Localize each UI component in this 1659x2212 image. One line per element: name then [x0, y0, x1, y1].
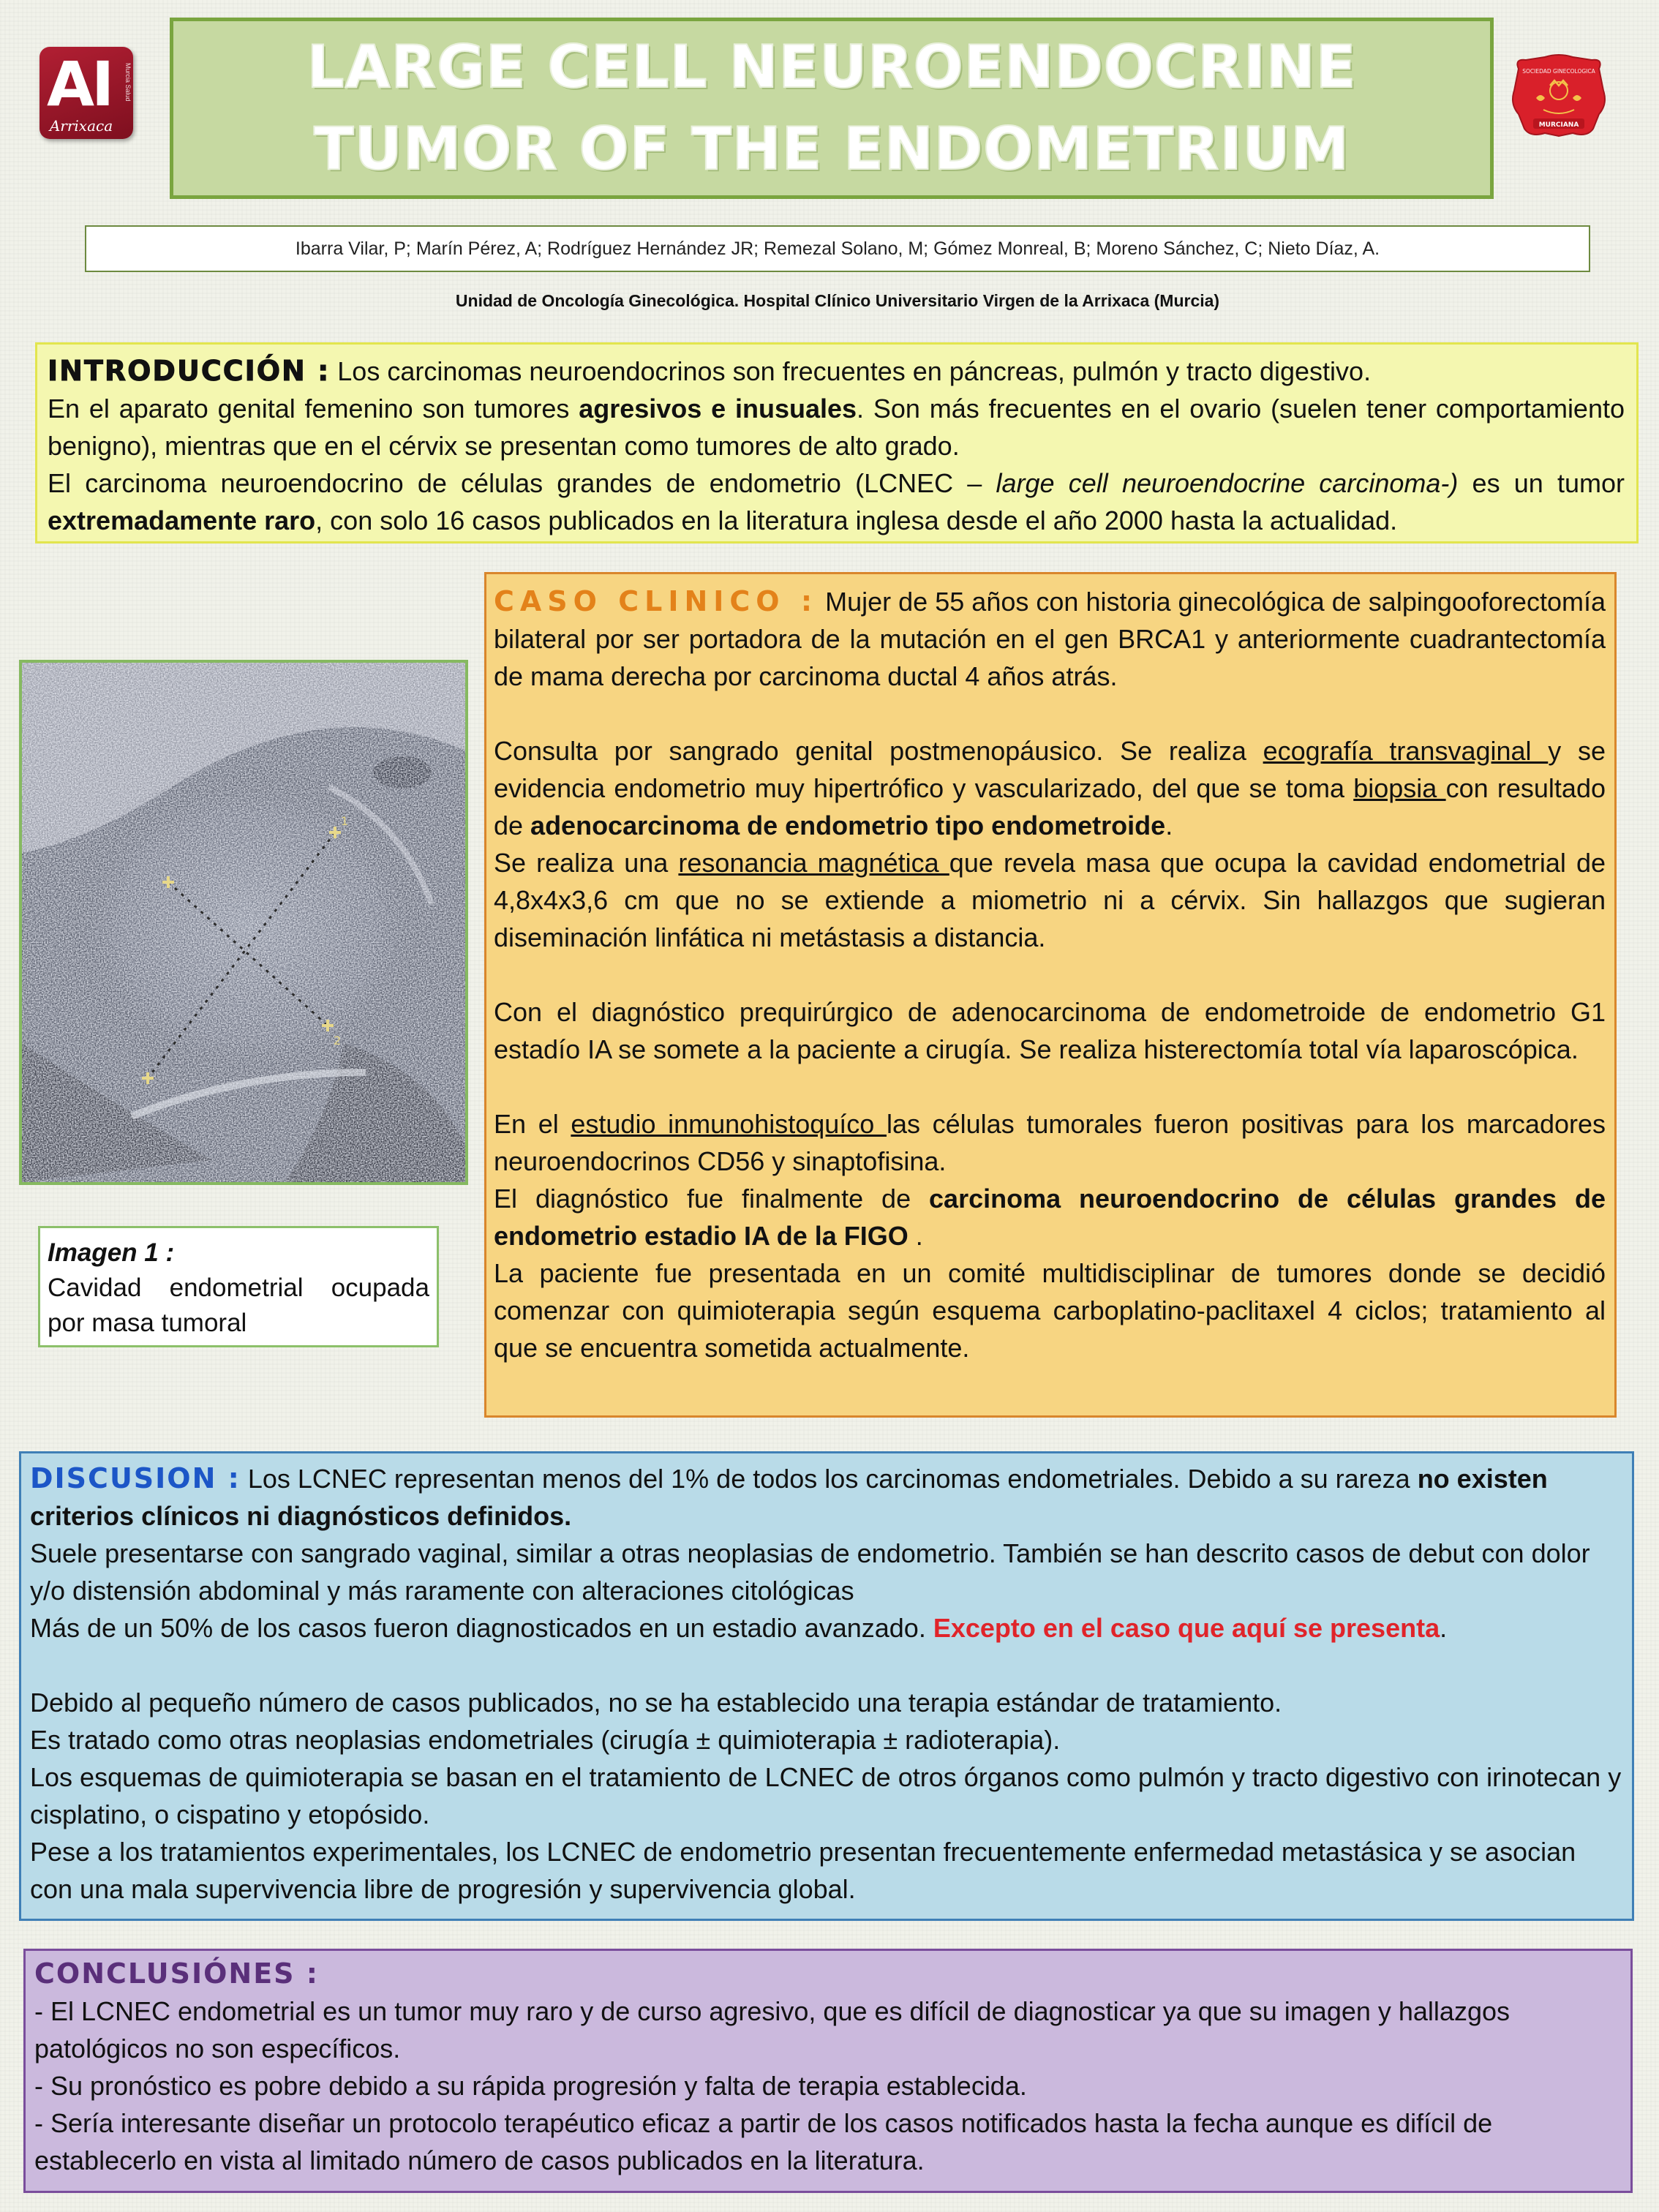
affiliation-text: Unidad de Oncología Ginecológica. Hospital Clínico Universitario Virgen de la Arrixaca (Murcia) [455, 291, 1220, 310]
caso-text-2c: y se evidencia endometrio muy hipertrófico y vascularizado, del que se toma [494, 736, 1606, 803]
disc-para-4: Debido al pequeño número de casos publicados, no se ha establecido una terapia estándar de tratamiento. [30, 1688, 1282, 1718]
caso-underline-biopsia: biopsia [1353, 773, 1446, 803]
disc-text-3a: Más de un 50% de los casos fueron diagnosticados en un estadio avanzado. [30, 1613, 933, 1643]
caso-para-5 [494, 1105, 1606, 1180]
caso-para-6 [494, 1180, 1606, 1254]
ultrasound-image [19, 660, 468, 1185]
intro-text-3c: es un tumor [1458, 468, 1625, 498]
disc-para-7: Pese a los tratamientos experimentales, los LCNEC de endometrio presentan frecuentemente enfermedad metastásica y se asocian con una mala supervivencia libre de progresión y supervivencia global. [30, 1837, 1576, 1904]
caliper-label-2: 2 [334, 1034, 342, 1047]
conc-item-3: - Sería interesante diseñar un protocolo terapéutico eficaz a partir de los casos notificados hasta la fecha aunque es difícil de establecerlo en vista al limitado número de casos publicados en la literatura. [34, 2108, 1493, 2175]
caso-bold-diagnostico: carcinoma neuroendocrino de células grandes de endometrio estadio IA de la FIGO [494, 1184, 1606, 1251]
disc-para-2: Suele presentarse con sangrado vaginal, similar a otras neoplasias de endometrio. También se han descrito casos de debut con dolor y/o distensión abdominal y más raramente con alteraciones citológicas [30, 1538, 1590, 1606]
logo-ai-text: AI [47, 48, 112, 120]
logo-side-text: Murcia Salud [124, 63, 132, 102]
intro-heading: INTRODUCCIÓN : [48, 355, 331, 387]
conc-item-1: - El LCNEC endometrial es un tumor muy raro y de curso agresivo, que es difícil de diagnosticar ya que su imagen y hallazgos patológicos no son específicos. [34, 1996, 1510, 2064]
sociedad-ginecologica-logo [1508, 53, 1609, 139]
title-line-2: TUMOR OF THE ENDOMETRIUM [314, 115, 1350, 183]
arrixaca-logo [40, 47, 133, 139]
logo-arrixaca-text: Arrixaca [49, 117, 113, 135]
caption-title: Imagen 1 : [48, 1238, 175, 1267]
introduccion-section [35, 342, 1639, 543]
intro-text-3e: , con solo 16 casos publicados en la literatura inglesa desde el año 2000 hasta la actualidad. [315, 505, 1398, 535]
caso-text-3a: Se realiza una [494, 848, 679, 878]
caso-text-3c: que revela masa que ocupa la cavidad endometrial de 4,8x4x3,6 cm que no se extiende a miometrio ni a cérvix. Sin hallazgos que sugieran diseminación linfática ni metástasis a distancia. [494, 848, 1606, 952]
intro-line-3 [48, 464, 1625, 539]
intro-text-3a: El carcinoma neuroendocrino de células grandes de endometrio (LCNEC – [48, 468, 996, 498]
disc-bold-criterios: no existen criterios clínicos ni diagnósticos definidos. [30, 1464, 1548, 1531]
caso-text-1: Mujer de 55 años con historia ginecológica de salpingooforectomía bilateral por ser portadora de la mutación en el gen BRCA1 y anteriormente cuadrantectomía de mama derecha por carcinoma ductal 4 años atrás. [494, 587, 1606, 691]
caso-text-5c: las células tumorales fueron positivas para los marcadores neuroendocrinos CD56 y sinaptofisina. [494, 1109, 1606, 1176]
caliper-label-1: 1 [341, 814, 349, 828]
poster-title [307, 26, 1357, 190]
disc-para-6: Los esquemas de quimioterapia se basan en el tratamiento de LCNEC de otros órganos como pulmón y tracto digestivo con irinotecan y cisplatino, o cispatino y etopósido. [30, 1762, 1622, 1829]
disc-red-excepto: Excepto en el caso que aquí se presenta [933, 1613, 1440, 1643]
conc-item-2: - Su pronóstico es pobre debido a su rápida progresión y falta de terapia establecida. [34, 2071, 1027, 2101]
caso-underline-inmuno: estudio inmunohistoquíco [571, 1109, 887, 1139]
caso-para-4: Con el diagnóstico prequirúrgico de adenocarcinoma de endometroide de endometrio G1 estadío IA se somete a la paciente a cirugía. Se realiza histerectomía total vía laparoscópica. [494, 997, 1606, 1064]
disc-para-3 [30, 1609, 1623, 1647]
intro-italic-lcnec: large cell neuroendocrine carcinoma-) [996, 468, 1459, 498]
discusion-section [19, 1451, 1634, 1921]
caso-text-6a: El diagnóstico fue finalmente de [494, 1184, 930, 1214]
caso-text-5a: En el [494, 1109, 571, 1139]
intro-bold-agresivos: agresivos e inusuales [579, 394, 857, 424]
caso-para-3 [494, 844, 1606, 956]
caso-underline-ecografia: ecografía transvaginal [1263, 736, 1549, 766]
caso-text-2e: con resultado de [494, 773, 1606, 840]
caso-para-7: La paciente fue presentada en un comité multidisciplinar de tumores donde se decidió comenzar con quimioterapia según esquema carboplatino-paclitaxel 4 ciclos; tratamiento al que se encuentra sometida actualmente. [494, 1258, 1606, 1363]
title-line-1: LARGE CELL NEUROENDOCRINE [306, 33, 1357, 101]
intro-text-2c: . Son más frecuentes en el ovario (suelen tener comportamiento benigno), mientras que en el cérvix se presentan como tumores de alto grado. [48, 394, 1625, 461]
conc-heading: CONCLUSIÓNES : [34, 1957, 319, 1990]
disc-para-1 [30, 1460, 1623, 1535]
caso-text-6c: . [908, 1221, 923, 1251]
authors-text: Ibarra Vilar, P; Marín Pérez, A; Rodríguez Hernández JR; Remezal Solano, M; Gómez Monreal, B; Moreno Sánchez, C; Nieto Díaz, A. [295, 238, 1380, 259]
ultrasound-figure [22, 663, 465, 1182]
intro-text-2a: En el aparato genital femenino son tumores [48, 394, 579, 424]
disc-text-3c: . [1440, 1613, 1448, 1643]
intro-line-1 [48, 353, 1625, 390]
intro-text-1: Los carcinomas neuroendocrinos son frecuentes en páncreas, pulmón y tracto digestivo. [330, 356, 1372, 386]
conc-heading-line [34, 1955, 1620, 1993]
image-caption-box [38, 1226, 439, 1347]
conclusiones-section [23, 1949, 1633, 2193]
caption-text: Cavidad endometrial ocupada por masa tumoral [48, 1274, 429, 1337]
caso-underline-resonancia: resonancia magnética [678, 848, 949, 878]
intro-line-2 [48, 390, 1625, 464]
caso-heading: CASO CLINICO : [494, 585, 819, 617]
caso-bold-adenocarcinoma: adenocarcinoma de endometrio tipo endometroide [530, 810, 1166, 840]
seal-top-text: SOCIEDAD GINECOLOGICA [1522, 68, 1595, 75]
title-banner [170, 18, 1494, 199]
caso-clinico-section [484, 572, 1617, 1418]
caso-para-1 [494, 583, 1606, 695]
disc-heading: DISCUSION : [30, 1462, 241, 1494]
caso-para-2 [494, 732, 1606, 844]
caso-text-2a: Consulta por sangrado genital postmenopáusico. Se realiza [494, 736, 1263, 766]
authors-box [85, 225, 1590, 272]
seal-bottom-text: MURCIANA [1538, 121, 1579, 129]
intro-bold-raro: extremadamente raro [48, 505, 316, 535]
seal-icon [1508, 53, 1609, 139]
disc-text-1a: Los LCNEC representan menos del 1% de todos los carcinomas endometriales. Debido a su rareza [240, 1464, 1418, 1494]
caso-text-2g: . [1165, 810, 1173, 840]
disc-para-5: Es tratado como otras neoplasias endometriales (cirugía ± quimioterapia ± radioterapia). [30, 1725, 1061, 1755]
